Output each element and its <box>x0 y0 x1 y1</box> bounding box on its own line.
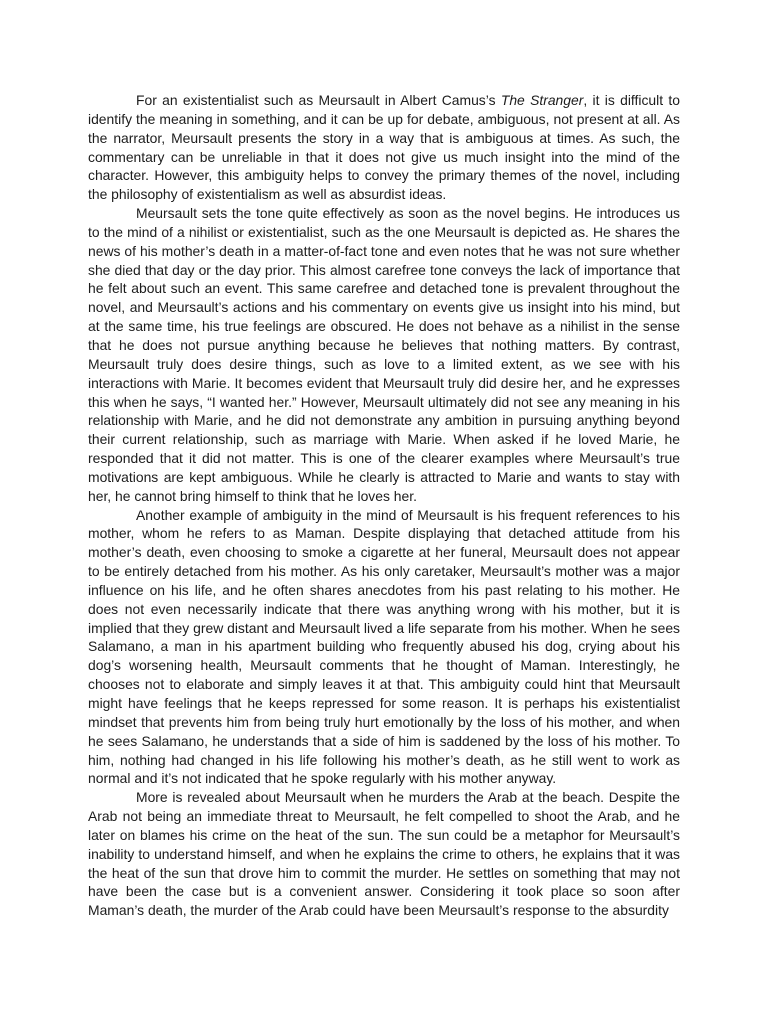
essay-body <box>88 91 680 920</box>
paragraph-tone: Meursault sets the tone quite effectively as soon as the novel begins. He introduces us to the mind of a nihilist or existentialist, such as the one Meursault is depicted as. He shares the news of his mother’s death in a matter-of-fact tone and even notes that he was not sure whether she died that day or the day prior. This almost carefree tone conveys the lack of importance that he felt about such an event. This same carefree and detached tone is prevalent throughout the novel, and Meursault’s actions and his commentary on events give us insight into his mind, but at the same time, his true feelings are obscured. He does not behave as a nihilist in the sense that he does not pursue anything because he believes that nothing matters. By contrast, Meursault truly does desire things, such as love to a limited extent, as we see with his interactions with Marie. It becomes evident that Meursault truly did desire her, and he expresses this when he says, “I wanted her.” However, Meursault ultimately did not see any meaning in his relationship with Marie, and he did not demonstrate any ambition in pursuing anything beyond their current relationship, such as marriage with Marie. When asked if he loved Marie, he responded that it did not matter. This is one of the clearer examples where Meursault’s true motivations are kept ambiguous. While he clearly is attracted to Marie and wants to stay with her, he cannot bring himself to think that he loves her. <box>88 205 680 504</box>
paragraph-intro <box>88 91 680 204</box>
paragraph-intro-rest: , it is difficult to identify the meaning in something, and it can be up for debate, ambiguous, not present at all. As the narrator, Meursault presents the story in a way that is ambiguous at times. As such, the commentary can be unreliable in that it does not give us much insight into the mind of the character. However, this ambiguity helps to convey the primary themes of the novel, including the philosophy of existentialism as well as absurdist ideas. <box>88 92 680 203</box>
book-title: The Stranger <box>500 92 584 108</box>
paragraph-intro-lead: For an existentialist such as Meursault in Albert Camus’s <box>136 92 501 108</box>
paragraph-murder: More is revealed about Meursault when he murders the Arab at the beach. Despite the Arab not being an immediate threat to Meursault, he felt compelled to shoot the Arab, and he later on blames his crime on the heat of the sun. The sun could be a metaphor for Meursault’s inability to understand himself, and when he explains the crime to others, he explains that it was the heat of the sun that drove him to commit the murder. He settles on something that may not have been the case but is a convenient answer. Considering it took place so soon after Maman’s death, the murder of the Arab could have been Meursault’s response to the absurdity <box>88 789 680 919</box>
paragraph-maman: Another example of ambiguity in the mind of Meursault is his frequent references to his mother, whom he refers to as Maman. Despite displaying that detached attitude from his mother’s death, even choosing to smoke a cigarette at her funeral, Meursault does not appear to be entirely detached from his mother. As his only caretaker, Meursault’s mother was a major influence on his life, and he often shares anecdotes from his past relating to his mother. He does not even necessarily indicate that there was anything wrong with his mother, but it is implied that they grew distant and Meursault lived a life separate from his mother. When he sees Salamano, a man in his apartment building who frequently abused his dog, crying about his dog’s worsening health, Meursault comments that he thought of Maman. Interestingly, he chooses not to elaborate and simply leaves it at that. This ambiguity could hint that Meursault might have feelings that he keeps repressed for some reason. It is perhaps his existentialist mindset that prevents him from being truly hurt emotionally by the loss of his mother, and when he sees Salamano, he understands that a side of him is saddened by the loss of his mother. To him, nothing had changed in his life following his mother’s death, as he still went to work as normal and it’s not indicated that he spoke regularly with his mother anyway. <box>88 506 680 787</box>
